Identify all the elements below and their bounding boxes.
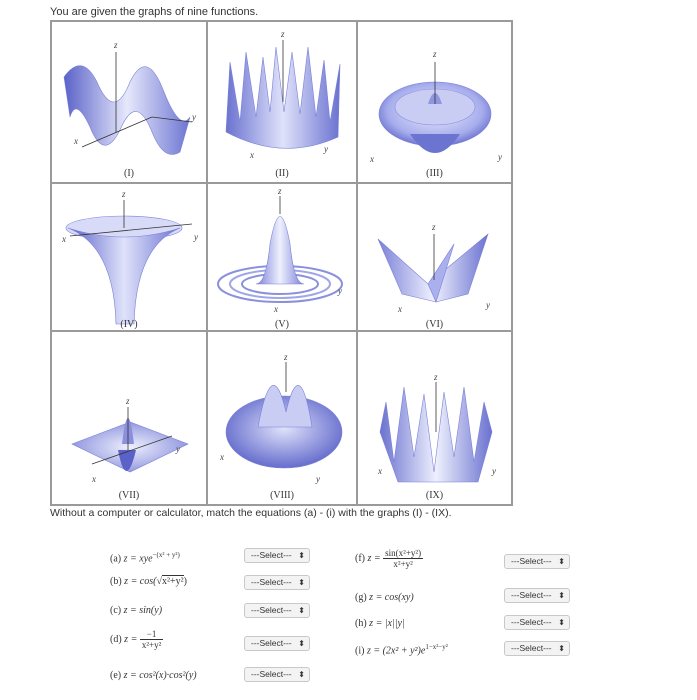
x-axis-label: x [274, 304, 278, 314]
chevron-updown-icon: ⬍ [298, 606, 305, 615]
select-e[interactable]: ---Select--- ⬍ [244, 667, 310, 682]
y-axis-label: y [498, 152, 502, 162]
graph-label: (VI) [425, 319, 444, 330]
y-axis-label: y [338, 286, 342, 296]
select-i[interactable]: ---Select--- ⬍ [504, 641, 570, 656]
graph-IX [357, 331, 512, 505]
x-axis-label: x [74, 136, 78, 146]
z-axis-label: z [278, 186, 282, 196]
graph-VI-surface [358, 184, 512, 331]
chevron-updown-icon: ⬍ [558, 618, 565, 627]
equation-b: (b) z = cos(√x²+y²) [110, 576, 187, 587]
graph-label: (VII) [118, 490, 140, 501]
select-h[interactable]: ---Select--- ⬍ [504, 615, 570, 630]
equation-g: (g) z = cos(xy) [355, 592, 414, 603]
y-axis-label: y [492, 466, 496, 476]
y-axis-label: y [486, 300, 490, 310]
equation-i: (i) $z = (2x^2 + y^2)e^{1-x^2-y^2}$ [355, 643, 448, 657]
y-axis-label: y [324, 144, 328, 154]
graph-I [51, 21, 207, 183]
select-b[interactable]: ---Select--- ⬍ [244, 575, 310, 590]
instruction-text: Without a computer or calculator, match the equations (a) - (i) with the graphs (I) - (IX). [50, 507, 452, 519]
chevron-updown-icon: ⬍ [298, 639, 305, 648]
graphs-grid [50, 20, 513, 506]
select-d[interactable]: ---Select--- ⬍ [244, 636, 310, 651]
equation-h: (h) z = |x||y| [355, 618, 405, 629]
z-axis-label: z [434, 372, 438, 382]
intro-text: You are given the graphs of nine functions. [50, 6, 259, 18]
graph-II [207, 21, 357, 183]
x-axis-label: x [378, 466, 382, 476]
graph-label: (II) [275, 168, 289, 179]
select-a[interactable]: ---Select--- ⬍ [244, 548, 310, 563]
y-axis-label: y [194, 232, 198, 242]
y-axis-label: y [176, 444, 180, 454]
graph-label: (V) [275, 319, 289, 330]
equation-f: (f) z = $\frac{\text{sin(x²+y²)}}{\text{x²+y²}}$ [355, 548, 422, 569]
graph-VI [357, 183, 512, 331]
graph-II-surface [208, 22, 357, 183]
graph-IV [51, 183, 207, 331]
graph-I-surface [52, 22, 207, 183]
z-axis-label: z [114, 40, 118, 50]
graph-V [207, 183, 357, 331]
graph-label: (IX) [425, 490, 444, 501]
chevron-updown-icon: ⬍ [298, 551, 305, 560]
x-axis-label: x [92, 474, 96, 484]
chevron-updown-icon: ⬍ [298, 578, 305, 587]
x-axis-label: x [62, 234, 66, 244]
equation-a: (a) z = xye$^{-(x^2 + y^2)}$ [110, 551, 180, 565]
graph-label: (IV) [120, 319, 138, 330]
x-axis-label: x [250, 150, 254, 160]
z-axis-label: z [284, 352, 288, 362]
graph-label: (VIII) [270, 490, 294, 501]
graph-VII [51, 331, 207, 505]
graph-VII-surface [52, 332, 207, 505]
graph-IV-surface [52, 184, 207, 331]
graph-V-surface [208, 184, 357, 331]
chevron-updown-icon: ⬍ [298, 670, 305, 679]
equation-e: (e) z = cos²(x)·cos²(y) [110, 670, 197, 681]
graph-VIII [207, 331, 357, 505]
graph-III-surface [358, 22, 512, 183]
equation-c: (c) z = sin(y) [110, 605, 163, 616]
y-axis-label: y [192, 112, 196, 122]
x-axis-label: x [220, 452, 224, 462]
graph-label: (III) [426, 168, 443, 179]
x-axis-label: x [398, 304, 402, 314]
graph-VIII-surface [208, 332, 357, 505]
chevron-updown-icon: ⬍ [558, 591, 565, 600]
graph-label: (I) [124, 168, 134, 179]
z-axis-label: z [433, 49, 437, 59]
chevron-updown-icon: ⬍ [558, 644, 565, 653]
z-axis-label: z [122, 189, 126, 199]
x-axis-label: x [370, 154, 374, 164]
select-f[interactable]: ---Select--- ⬍ [504, 554, 570, 569]
y-axis-label: y [316, 474, 320, 484]
select-g[interactable]: ---Select--- ⬍ [504, 588, 570, 603]
graph-IX-surface [358, 332, 512, 505]
select-c[interactable]: ---Select--- ⬍ [244, 603, 310, 618]
chevron-updown-icon: ⬍ [558, 557, 565, 566]
z-axis-label: z [126, 396, 130, 406]
z-axis-label: z [432, 222, 436, 232]
equation-d: (d) z = $\frac{-1}{\text{x²+y²}}$ [110, 629, 162, 650]
graph-III [357, 21, 512, 183]
z-axis-label: z [281, 29, 285, 39]
